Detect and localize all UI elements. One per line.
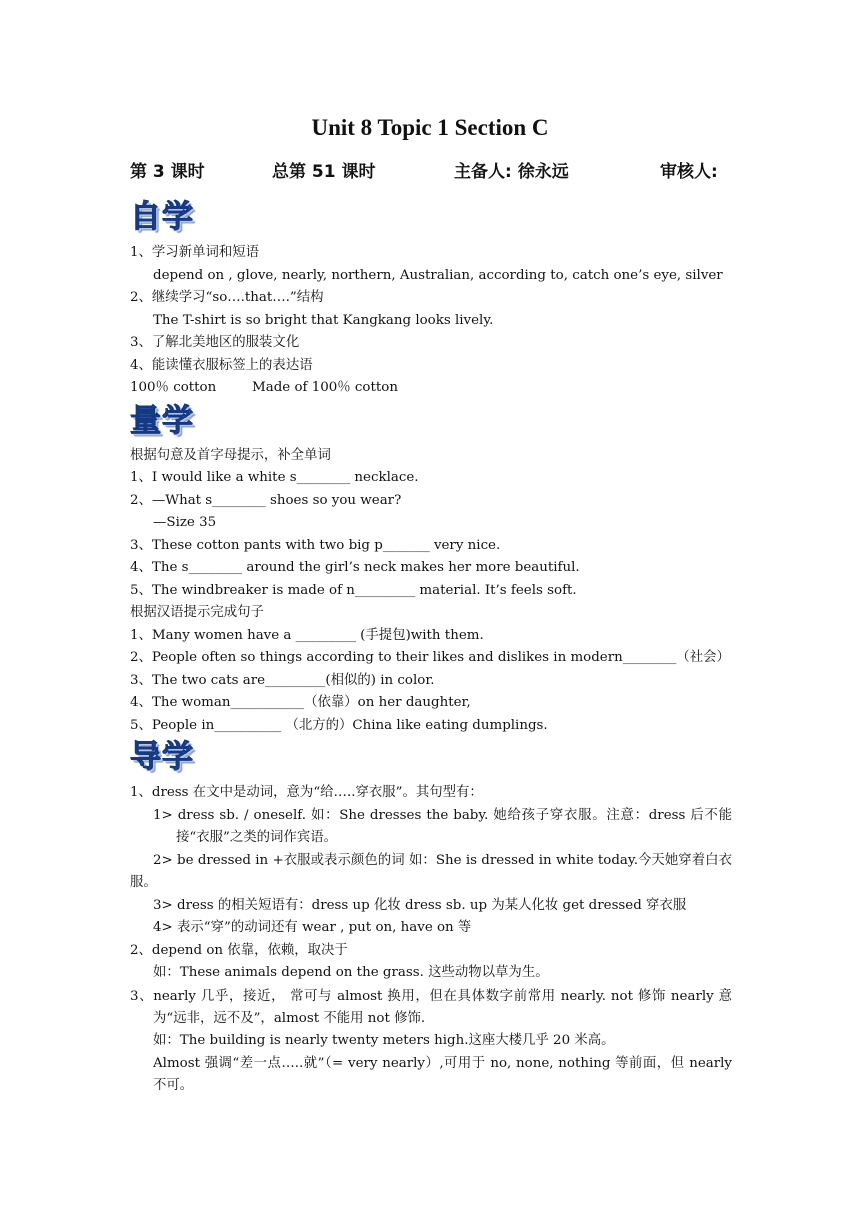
zixue-line-5: 3、了解北美地区的服装文化 bbox=[130, 335, 300, 350]
section-heading-daoxue: 导学 bbox=[130, 739, 194, 775]
guide-point-2: 2、depend on 依靠，依赖，取决于 bbox=[130, 943, 348, 958]
label-example-1: 100％ cotton bbox=[130, 380, 217, 395]
exercise-heading-2: 根据汉语提示完成句子 bbox=[130, 605, 264, 620]
exercise-heading-1: 根据句意及首字母提示，补全单词 bbox=[130, 448, 331, 463]
guide-point-2-example: 如：These animals depend on the grass. 这些动物以草为生。 bbox=[153, 965, 549, 980]
exercise-item: 2、—What s________ shoes so you wear? bbox=[130, 493, 402, 508]
zixue-line-6: 4、能读懂衣服标签上的表达语 bbox=[130, 358, 313, 373]
guide-point-1b: 2> be dressed in +衣服或表示颜色的词 如：She is dressed in white today.今天她穿着白衣服。 bbox=[130, 853, 732, 890]
section-heading-liangxue: 量学 bbox=[130, 403, 194, 439]
section-heading-zixue: 自学 bbox=[130, 199, 194, 235]
exercise-item: 3、These cotton pants with two big p_______ very nice. bbox=[130, 538, 501, 553]
exercise-item: 4、The woman___________（依靠）on her daughter, bbox=[130, 695, 471, 710]
guide-point-1a bbox=[153, 805, 732, 849]
exercise-item: 1、I would like a white s________ necklace. bbox=[130, 470, 419, 485]
zixue-line-4: The T-shirt is so bright that Kangkang looks lively. bbox=[153, 313, 494, 328]
label-example-2: Made of 100％ cotton bbox=[252, 380, 398, 395]
exercise-item: 4、The s________ around the girl’s neck makes her more beautiful. bbox=[130, 560, 580, 575]
exercise-answer: —Size 35 bbox=[153, 515, 217, 530]
guide-point-1d: 4> 表示“穿”的动词还有 wear , put on, have on 等 bbox=[153, 920, 472, 935]
guide-point-1c: 3> dress 的相关短语有：dress up 化妆 dress sb. up 为某人化妆 get dressed 穿衣服 bbox=[153, 898, 687, 913]
guide-point-3-note: Almost 强调“差一点…..就”（= very nearly）,可用于 no, none, nothing 等前面，但 nearly 不可。 bbox=[153, 1056, 732, 1093]
guide-point-3 bbox=[130, 986, 732, 1030]
exercise-item: 5、People in__________ （北方的）China like eating dumplings. bbox=[130, 718, 548, 733]
total-lesson-number: 总第 51 课时 bbox=[272, 162, 376, 182]
guide-point-1: 1、dress 在文中是动词，意为“给…..穿衣服”。其句型有： bbox=[130, 785, 483, 800]
exercise-item: 5、The windbreaker is made of n_________ material. It’s feels soft. bbox=[130, 583, 577, 598]
exercise-item: 2、People often so things according to their likes and dislikes in modern________（社会） bbox=[130, 650, 730, 665]
lesson-number: 第 3 课时 bbox=[130, 162, 205, 182]
exercise-item: 1、Many women have a _________ (手提包)with them. bbox=[130, 628, 484, 643]
reviewer: 审核人: bbox=[660, 162, 718, 182]
guide-point-3-text: 3、nearly 几乎，接近， 常可与 almost 换用，但在具体数字前常用 nearly. not 修饰 nearly 意为“远非，远不及”，almost 不能用 not 修饰. bbox=[130, 989, 732, 1026]
guide-point-1a-text: 1> dress sb. / oneself. 如：She dresses the baby. 她给孩子穿衣服。注意：dress 后不能接“衣服”之类的词作宾语。 bbox=[153, 808, 732, 845]
guide-point-3-example: 如：The building is nearly twenty meters high.这座大楼几乎 20 米高。 bbox=[153, 1033, 615, 1048]
exercise-item: 3、The two cats are_________(相似的) in color. bbox=[130, 673, 435, 688]
zixue-line-1: 1、学习新单词和短语 bbox=[130, 245, 260, 260]
page-title: Unit 8 Topic 1 Section C bbox=[311, 115, 549, 140]
zixue-line-2: depend on , glove, nearly, northern, Australian, according to, catch one’s eye, silver bbox=[153, 268, 723, 283]
zixue-line-3: 2、继续学习“so….that….”结构 bbox=[130, 290, 324, 305]
preparer: 主备人: 徐永远 bbox=[454, 162, 569, 182]
